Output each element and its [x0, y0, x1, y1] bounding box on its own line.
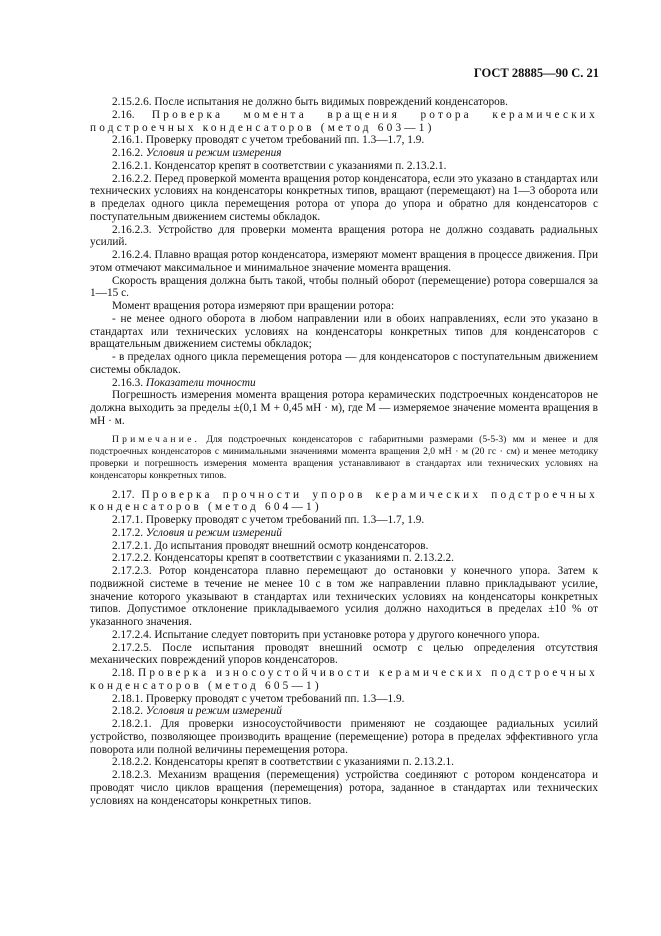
section-title: Проверка прочности упоров керамических подстроечных конденсаторов (метод 604—1) — [90, 488, 598, 514]
paragraph: - в пределах одного цикла перемещения ротора — для конденсаторов с поступательным движением системы обкладок. — [90, 351, 598, 376]
note-label: Примечание. — [112, 433, 201, 445]
page-header: ГОСТ 28885—90 С. 21 — [473, 66, 599, 80]
document-body — [90, 96, 598, 807]
subsection-title: Показатели точности — [145, 376, 256, 389]
paragraph: 2.17.2.2. Конденсаторы крепят в соответствии с указаниями п. 2.13.2.2. — [112, 552, 455, 565]
subsection-heading — [90, 147, 598, 160]
paragraph: 2.16.2.2. Перед проверкой момента вращения ротор конденсатора, если это указано в стандартах или технических условиях на конденсаторы конкретных типов, вращают (перемещают) на 1—3 оборота или в пределах одного цикла перемещения ротора от упора до упора и обратно для конденсаторов с поступательным движением системы обкладок. — [90, 172, 598, 223]
section-heading — [90, 489, 598, 515]
paragraph: 2.17.1. Проверку проводят с учетом требований пп. 1.3—1.7, 1.9. — [112, 514, 425, 527]
section-title: Проверка момента вращения ротора керамических подстроечных конденсаторов (метод 603—1) — [90, 108, 598, 134]
subsection-number: 2.17.2. — [112, 526, 144, 539]
paragraph: 2.18.2.2. Конденсаторы крепят в соответствии с указаниями п. 2.13.2.1. — [112, 756, 455, 769]
paragraph: 2.16.1. Проверку проводят с учетом требований пп. 1.3—1.7, 1.9. — [112, 134, 425, 147]
paragraph: 2.17.2.5. После испытания проводят внешний осмотр с целью определения отсутствия механических повреждений упоров конденсаторов. — [90, 641, 598, 667]
paragraph: 2.18.2.1. Для проверки износоустойчивости применяют не создающее радиальных усилий устройство, позволяющее производить вращение (перемещение) ротора в пределах эффективного угла поворота или полной величины перемещения ротора. — [90, 718, 598, 756]
paragraph: Момент вращения ротора измеряют при вращении ротора: — [112, 300, 395, 312]
subsection-title: Условия и режим измерения — [145, 147, 282, 159]
paragraph: 2.17.2.3. Ротор конденсатора плавно перемещают до остановки у конечного упора. Затем к подвижной системе в течение не менее 10 с в том же направлении плавно прикладывают усилие, значение которого указывают в стандартах или технических условиях на конденсаторы конкретных типов. Допустимое отклонение прикладываемого усилия должно находиться в пределах ±10 % от указанного значения. — [90, 565, 598, 629]
paragraph: 2.16.2.3. Устройство для проверки момента вращения ротора не должно создавать радиальных усилий. — [90, 223, 598, 249]
section-heading — [90, 667, 598, 693]
subsection-title: Условия и режим измерений — [145, 705, 282, 718]
paragraph: 2.18.1. Проверку проводят с учетом требований пп. 1.3—1.9. — [112, 692, 405, 705]
subsection-title: Условия и режим измерений — [145, 526, 282, 539]
subsection-heading — [90, 377, 598, 390]
paragraph: 2.16.2.4. Плавно вращая ротор конденсатора, измеряют момент вращения в процессе движения. При этом отмечают максимальное и минимальное значение момента вращения. — [90, 249, 598, 274]
section-number: 2.17. — [112, 488, 135, 501]
paragraph: 2.16.2.1. Конденсатор крепят в соответствии с указаниями п. 2.13.2.1. — [112, 159, 447, 172]
paragraph: 2.15.2.6. После испытания не должно быть видимых повреждений конденсаторов. — [112, 96, 508, 108]
section-number: 2.18. — [112, 667, 135, 680]
paragraph: Погрешность измерения момента вращения ротора керамических подстроечных конденсаторов не должна выходить за пределы ±(0,1 M + 0,45 мН · м), где M — измеряемое значение момента вращения в мН · м. — [90, 389, 598, 427]
paragraph: 2.17.2.4. Испытание следует повторить при установке ротора у другого конечного упора. — [112, 628, 540, 641]
subsection-number: 2.16.3. — [112, 376, 144, 389]
subsection-number: 2.16.2. — [112, 147, 144, 159]
note — [90, 434, 598, 483]
section-heading — [90, 109, 598, 135]
subsection-heading — [90, 705, 598, 718]
section-number: 2.16. — [112, 108, 135, 121]
note-text: Для подстроечных конденсаторов с габаритными размерами (5-5-3) мм и менее и для подстроечных конденсаторов с минимальными значениями момента вращения 2,0 мН · м (20 гс · см) и менее методику проверки и погрешность измерения момента вращения устанавливают в стандартах или технических условиях на конденсаторы конкретных типов. — [90, 433, 598, 482]
paragraph: - не менее одного оборота в любом направлении или в обоих направлениях, если это указано в стандартах или технических условиях на конденсаторы конкретных типов для конденсаторов с вращательным движением системы обкладок; — [90, 312, 598, 351]
section-title: Проверка износоустойчивости керамических подстроечных конденсаторов (метод 605—1) — [90, 667, 598, 692]
subsection-number: 2.18.2. — [112, 705, 144, 718]
subsection-heading — [90, 527, 598, 540]
paragraph: 2.18.2.3. Механизм вращения (перемещения) устройства соединяют с ротором конденсатора и проводят число циклов вращения (перемещения) ротора, заданное в стандартах или технических условиях на конденсаторы конкретных типов. — [90, 769, 598, 807]
paragraph: Скорость вращения должна быть такой, чтобы полный оборот (перемещение) ротора совершался за 1—15 с. — [90, 274, 598, 300]
paragraph: 2.17.2.1. До испытания проводят внешний осмотр конденсаторов. — [112, 539, 429, 552]
